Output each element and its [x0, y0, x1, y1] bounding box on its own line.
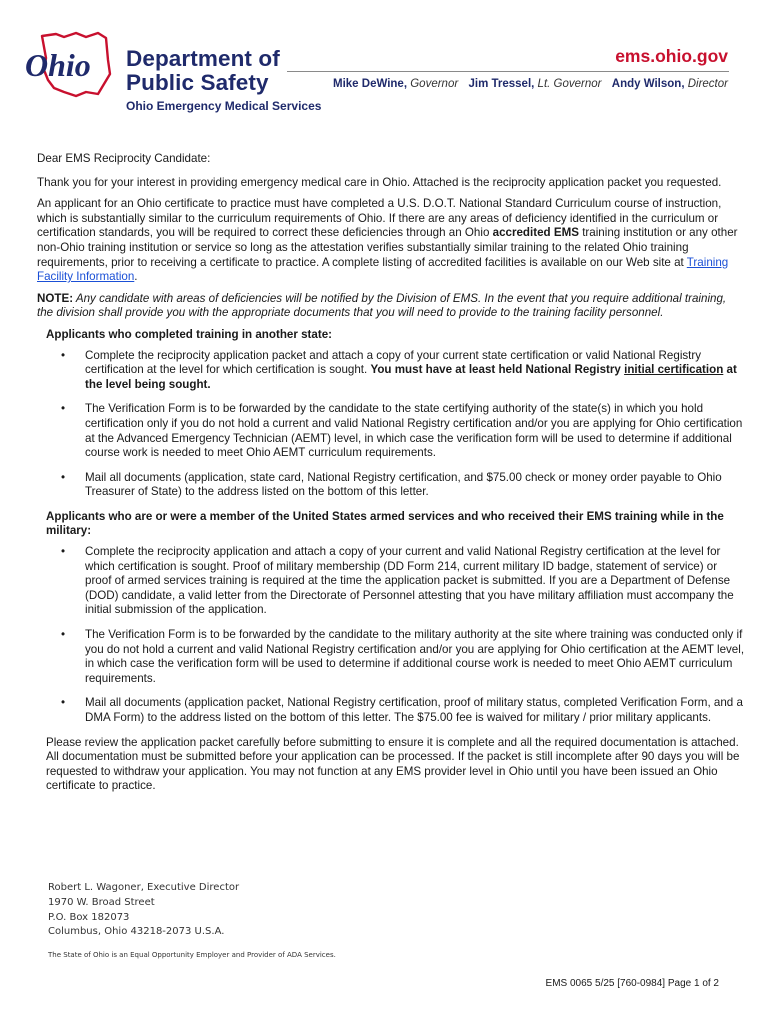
- note-paragraph: NOTE: Any candidate with areas of deficiencies will be notified by the Division of EMS. In the event that you require additional training, the division shall provide you with the appropriate documents that you will need to provide to the training facility personnel.: [37, 291, 727, 320]
- section-military-title: Applicants who are or were a member of the United States armed services and who received their EMS training while in the military:: [46, 509, 724, 538]
- other-state-list: [37, 349, 745, 500]
- training-facility-link[interactable]: Training Facility Information: [37, 255, 729, 284]
- form-number: EMS 0065 5/25 [760-0984] Page 1 of 2: [545, 978, 719, 989]
- list-item: • The Verification Form is to be forwarded by the candidate to the military authority at the site where training was conducted only if you do not hold a current and valid National Registry certification and/or you are applying for Ohio certification at the AEMT level, in which case the verification form will be used to determine if additional course work is needed to meet Ohio AEMT curriculum requirements.: [61, 628, 745, 685]
- website-link[interactable]: ems.ohio.gov: [615, 46, 728, 66]
- list-item: • Complete the reciprocity application packet and attach a copy of your current state certification or valid National Registry certification at the level for which certification is sought. You must have at least held National Registry initial certification at the level being sought.: [61, 348, 737, 391]
- letter-body: [37, 152, 745, 801]
- list-item: • Complete the reciprocity application and attach a copy of your current and valid National Registry certification at the level for which certification is sought. Proof of military membership (DD Form 214, current military ID badge, statement of service) or proof of armed services training is required at the time the application packet is submitted. If you are a Department of Defense (DOD) candidate, a valid letter from the Directorate of Personnel attesting that you have military affiliation must accompany the initial submission of the application.: [61, 545, 734, 617]
- military-list: [37, 545, 745, 726]
- ohio-logo: [24, 30, 116, 98]
- closing-paragraph: Please review the application packet carefully before submitting to ensure it is complete and all the required documentation is attached. All documentation must be submitted before your application can be processed. If the packet is still incomplete after 90 days you will be requested to withdraw your application. You may not function at any EMS provider level in Ohio until you have been issued an Ohio certificate to practice.: [46, 735, 740, 793]
- list-item: • Mail all documents (application packet, National Registry certification, proof of military status, completed Verification Form, and a DMA Form) to the address listed on the bottom of this letter. The $75.00 fee is waived for military / prior military applicants.: [61, 696, 743, 724]
- section-other-state-title: Applicants who completed training in another state:: [46, 327, 333, 341]
- header-divider: [287, 71, 729, 72]
- letterhead: [0, 0, 770, 125]
- eeo-statement: The State of Ohio is an Equal Opportunity Employer and Provider of ADA Services.: [48, 951, 336, 959]
- division-subtitle: Ohio Emergency Medical Services: [126, 99, 322, 113]
- salutation: Dear EMS Reciprocity Candidate:: [37, 152, 211, 165]
- officials-line: [333, 78, 728, 90]
- list-item: • Mail all documents (application, state card, National Registry certification, and $75.00 check or money order payable to Ohio Treasurer of State) to the address listed on the bottom of this letter.: [61, 470, 722, 499]
- official-governor: Mike DeWine, Governor: [333, 78, 459, 90]
- official-director: Andy Wilson, Director: [611, 78, 728, 90]
- paragraph-intro: Thank you for your interest in providing emergency medical care in Ohio. Attached is the reciprocity application packet you requested.: [37, 175, 722, 189]
- official-lt-governor: Jim Tressel, Lt. Governor: [468, 78, 602, 90]
- mailing-address: Robert L. Wagoner, Executive Director 1970 W. Broad Street P.O. Box 182073 Columbus, Ohio 43218-2073 U.S.A.: [48, 882, 240, 938]
- list-item: • The Verification Form is to be forwarded by the candidate to the state certifying authority of the state(s) in which you hold certification only if you do not hold a current and valid National Registry certification and/or you are applying for Ohio certification at the Advanced Emergency Technician (AEMT) level, in which case the verification form will be used to determine if additional course work is needed to meet Ohio AEMT curriculum requirements.: [61, 402, 743, 460]
- paragraph-requirements: An applicant for an Ohio certificate to practice must have completed a U.S. D.O.T. National Standard Curriculum course of instruction, which is substantially similar to the curriculum requirements of Ohio. If there are any areas of deficiency identified in the curriculum or certification standards, you will be required to correct these deficiencies through an Ohio accredited EMS training institution or any other non-Ohio training institution or service so long as the attestation verifies substantially similar training to the related Ohio training requirements, prior to receiving a certificate to practice. A complete listing of accredited facilities is available on our Web site at Training Facility Information.: [37, 197, 738, 284]
- department-name: Department of Public Safety: [126, 46, 280, 95]
- svg-text:Ohio: Ohio: [25, 47, 91, 83]
